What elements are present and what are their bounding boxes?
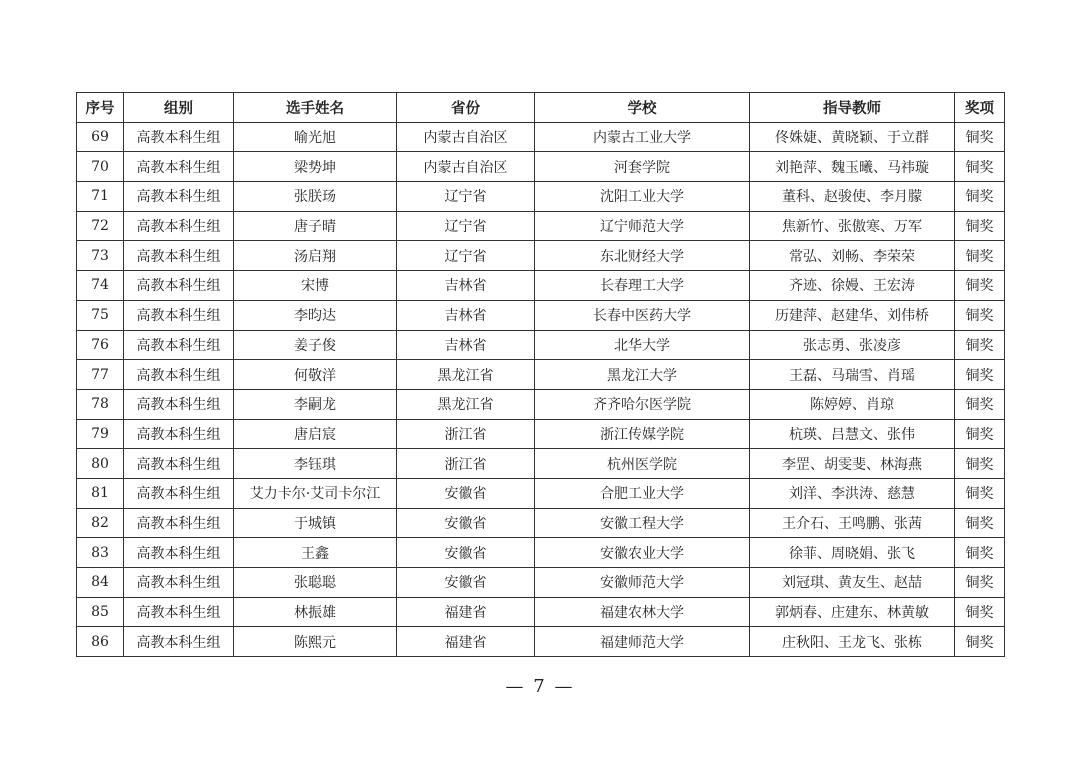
cell-index: 82 bbox=[77, 508, 124, 538]
table-row bbox=[77, 360, 1005, 390]
cell-award: 铜奖 bbox=[955, 419, 1005, 449]
cell-school: 黑龙江大学 bbox=[535, 360, 750, 390]
cell-award: 铜奖 bbox=[955, 122, 1005, 152]
cell-award: 铜奖 bbox=[955, 182, 1005, 212]
cell-contestant-name: 喻光旭 bbox=[234, 122, 397, 152]
cell-contestant-name: 姜子俊 bbox=[234, 330, 397, 360]
table-row bbox=[77, 419, 1005, 449]
table-row bbox=[77, 627, 1005, 657]
header-province: 省份 bbox=[397, 93, 535, 123]
cell-advisors: 王介石、王鸣鹏、张茜 bbox=[750, 508, 955, 538]
cell-index: 81 bbox=[77, 478, 124, 508]
cell-contestant-name: 王鑫 bbox=[234, 538, 397, 568]
cell-school: 东北财经大学 bbox=[535, 241, 750, 271]
header-advisors: 指导教师 bbox=[750, 93, 955, 123]
cell-award: 铜奖 bbox=[955, 568, 1005, 598]
cell-school: 福建农林大学 bbox=[535, 597, 750, 627]
cell-province: 福建省 bbox=[397, 597, 535, 627]
cell-index: 79 bbox=[77, 419, 124, 449]
awards-table bbox=[76, 92, 1005, 657]
table-row bbox=[77, 241, 1005, 271]
cell-province: 黑龙江省 bbox=[397, 360, 535, 390]
cell-group: 高教本科生组 bbox=[124, 300, 234, 330]
table-row bbox=[77, 182, 1005, 212]
cell-index: 75 bbox=[77, 300, 124, 330]
cell-contestant-name: 艾力卡尔·艾司卡尔江 bbox=[234, 478, 397, 508]
table-row bbox=[77, 300, 1005, 330]
cell-advisors: 张志勇、张凌彦 bbox=[750, 330, 955, 360]
cell-school: 合肥工业大学 bbox=[535, 478, 750, 508]
table-header bbox=[77, 93, 1005, 123]
cell-award: 铜奖 bbox=[955, 241, 1005, 271]
cell-advisors: 董科、赵骏使、李月朦 bbox=[750, 182, 955, 212]
cell-award: 铜奖 bbox=[955, 211, 1005, 241]
cell-contestant-name: 李嗣龙 bbox=[234, 389, 397, 419]
cell-school: 内蒙古工业大学 bbox=[535, 122, 750, 152]
cell-index: 74 bbox=[77, 271, 124, 301]
cell-advisors: 常弘、刘畅、李荣荣 bbox=[750, 241, 955, 271]
cell-group: 高教本科生组 bbox=[124, 182, 234, 212]
cell-contestant-name: 李钰琪 bbox=[234, 449, 397, 479]
table-row bbox=[77, 449, 1005, 479]
cell-advisors: 徐菲、周晓娟、张飞 bbox=[750, 538, 955, 568]
cell-school: 辽宁师范大学 bbox=[535, 211, 750, 241]
cell-school: 安徽农业大学 bbox=[535, 538, 750, 568]
cell-award: 铜奖 bbox=[955, 627, 1005, 657]
cell-advisors: 焦新竹、张傲寒、万军 bbox=[750, 211, 955, 241]
cell-advisors: 庄秋阳、王龙飞、张栋 bbox=[750, 627, 955, 657]
cell-award: 铜奖 bbox=[955, 538, 1005, 568]
cell-group: 高教本科生组 bbox=[124, 508, 234, 538]
cell-province: 内蒙古自治区 bbox=[397, 122, 535, 152]
cell-award: 铜奖 bbox=[955, 152, 1005, 182]
table-row bbox=[77, 271, 1005, 301]
cell-contestant-name: 陈熙元 bbox=[234, 627, 397, 657]
cell-index: 72 bbox=[77, 211, 124, 241]
cell-group: 高教本科生组 bbox=[124, 330, 234, 360]
cell-school: 长春理工大学 bbox=[535, 271, 750, 301]
table-row bbox=[77, 211, 1005, 241]
cell-advisors: 刘洋、李洪涛、慈慧 bbox=[750, 478, 955, 508]
cell-index: 69 bbox=[77, 122, 124, 152]
cell-school: 北华大学 bbox=[535, 330, 750, 360]
cell-group: 高教本科生组 bbox=[124, 152, 234, 182]
cell-advisors: 陈婷婷、肖琼 bbox=[750, 389, 955, 419]
cell-province: 黑龙江省 bbox=[397, 389, 535, 419]
cell-contestant-name: 唐启宸 bbox=[234, 419, 397, 449]
cell-province: 浙江省 bbox=[397, 419, 535, 449]
cell-contestant-name: 张朕玚 bbox=[234, 182, 397, 212]
cell-school: 浙江传媒学院 bbox=[535, 419, 750, 449]
cell-province: 福建省 bbox=[397, 627, 535, 657]
cell-group: 高教本科生组 bbox=[124, 449, 234, 479]
cell-index: 73 bbox=[77, 241, 124, 271]
cell-province: 安徽省 bbox=[397, 478, 535, 508]
cell-advisors: 历建萍、赵建华、刘伟桥 bbox=[750, 300, 955, 330]
cell-index: 83 bbox=[77, 538, 124, 568]
cell-award: 铜奖 bbox=[955, 300, 1005, 330]
cell-award: 铜奖 bbox=[955, 360, 1005, 390]
cell-province: 吉林省 bbox=[397, 330, 535, 360]
cell-group: 高教本科生组 bbox=[124, 360, 234, 390]
cell-advisors: 刘艳萍、魏玉曦、马祎璇 bbox=[750, 152, 955, 182]
cell-group: 高教本科生组 bbox=[124, 478, 234, 508]
table-row bbox=[77, 508, 1005, 538]
cell-group: 高教本科生组 bbox=[124, 568, 234, 598]
cell-province: 浙江省 bbox=[397, 449, 535, 479]
cell-contestant-name: 于城镇 bbox=[234, 508, 397, 538]
cell-index: 80 bbox=[77, 449, 124, 479]
cell-school: 安徽工程大学 bbox=[535, 508, 750, 538]
table-body bbox=[77, 122, 1005, 656]
cell-award: 铜奖 bbox=[955, 330, 1005, 360]
cell-index: 77 bbox=[77, 360, 124, 390]
cell-contestant-name: 唐子晴 bbox=[234, 211, 397, 241]
cell-index: 85 bbox=[77, 597, 124, 627]
page-number: — 7 — bbox=[505, 676, 575, 697]
cell-award: 铜奖 bbox=[955, 478, 1005, 508]
cell-group: 高教本科生组 bbox=[124, 389, 234, 419]
header-award: 奖项 bbox=[955, 93, 1005, 123]
cell-contestant-name: 何敬洋 bbox=[234, 360, 397, 390]
cell-index: 71 bbox=[77, 182, 124, 212]
cell-contestant-name: 梁势坤 bbox=[234, 152, 397, 182]
cell-province: 安徽省 bbox=[397, 538, 535, 568]
header-row bbox=[77, 93, 1005, 123]
cell-advisors: 杭瑛、吕慧文、张伟 bbox=[750, 419, 955, 449]
table-row bbox=[77, 597, 1005, 627]
cell-index: 76 bbox=[77, 330, 124, 360]
table-row bbox=[77, 330, 1005, 360]
cell-award: 铜奖 bbox=[955, 449, 1005, 479]
header-contestant-name: 选手姓名 bbox=[234, 93, 397, 123]
table-row bbox=[77, 389, 1005, 419]
table-row bbox=[77, 122, 1005, 152]
cell-group: 高教本科生组 bbox=[124, 122, 234, 152]
table-row bbox=[77, 538, 1005, 568]
header-group: 组别 bbox=[124, 93, 234, 123]
cell-group: 高教本科生组 bbox=[124, 271, 234, 301]
cell-school: 杭州医学院 bbox=[535, 449, 750, 479]
cell-contestant-name: 张聪聪 bbox=[234, 568, 397, 598]
cell-award: 铜奖 bbox=[955, 271, 1005, 301]
table-row bbox=[77, 152, 1005, 182]
cell-province: 吉林省 bbox=[397, 300, 535, 330]
cell-school: 沈阳工业大学 bbox=[535, 182, 750, 212]
cell-province: 辽宁省 bbox=[397, 241, 535, 271]
cell-province: 内蒙古自治区 bbox=[397, 152, 535, 182]
cell-advisors: 李罡、胡雯斐、林海燕 bbox=[750, 449, 955, 479]
cell-group: 高教本科生组 bbox=[124, 211, 234, 241]
cell-province: 吉林省 bbox=[397, 271, 535, 301]
cell-contestant-name: 林振雄 bbox=[234, 597, 397, 627]
cell-index: 86 bbox=[77, 627, 124, 657]
table-row bbox=[77, 478, 1005, 508]
cell-group: 高教本科生组 bbox=[124, 627, 234, 657]
cell-school: 河套学院 bbox=[535, 152, 750, 182]
cell-province: 安徽省 bbox=[397, 508, 535, 538]
header-index: 序号 bbox=[77, 93, 124, 123]
cell-group: 高教本科生组 bbox=[124, 597, 234, 627]
cell-province: 辽宁省 bbox=[397, 182, 535, 212]
cell-advisors: 佟姝婕、黄晓颖、于立群 bbox=[750, 122, 955, 152]
cell-award: 铜奖 bbox=[955, 389, 1005, 419]
cell-contestant-name: 汤启翔 bbox=[234, 241, 397, 271]
table-row bbox=[77, 568, 1005, 598]
cell-school: 福建师范大学 bbox=[535, 627, 750, 657]
cell-group: 高教本科生组 bbox=[124, 241, 234, 271]
cell-group: 高教本科生组 bbox=[124, 419, 234, 449]
cell-school: 齐齐哈尔医学院 bbox=[535, 389, 750, 419]
cell-province: 安徽省 bbox=[397, 568, 535, 598]
cell-award: 铜奖 bbox=[955, 597, 1005, 627]
cell-advisors: 郭炳春、庄建东、林黄敏 bbox=[750, 597, 955, 627]
cell-advisors: 刘冠琪、黄友生、赵喆 bbox=[750, 568, 955, 598]
header-school: 学校 bbox=[535, 93, 750, 123]
cell-school: 安徽师范大学 bbox=[535, 568, 750, 598]
cell-advisors: 齐迹、徐嫚、王宏涛 bbox=[750, 271, 955, 301]
cell-group: 高教本科生组 bbox=[124, 538, 234, 568]
cell-province: 辽宁省 bbox=[397, 211, 535, 241]
cell-index: 70 bbox=[77, 152, 124, 182]
cell-award: 铜奖 bbox=[955, 508, 1005, 538]
cell-contestant-name: 宋博 bbox=[234, 271, 397, 301]
cell-index: 84 bbox=[77, 568, 124, 598]
cell-contestant-name: 李昀达 bbox=[234, 300, 397, 330]
cell-school: 长春中医药大学 bbox=[535, 300, 750, 330]
cell-index: 78 bbox=[77, 389, 124, 419]
cell-advisors: 王磊、马瑞雪、肖瑶 bbox=[750, 360, 955, 390]
